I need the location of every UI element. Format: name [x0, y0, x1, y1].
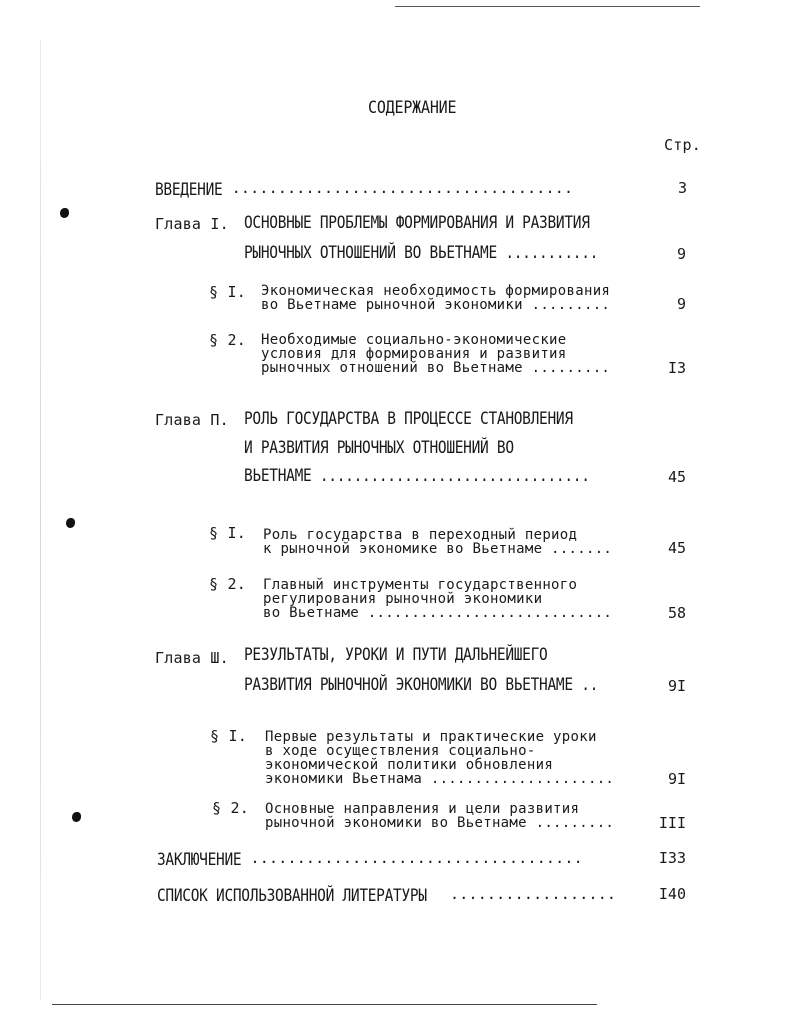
toc-page-number: I40	[658, 885, 686, 903]
section-title-line[interactable]: во Вьетнаме рыночной экономики .........	[261, 297, 611, 313]
section-mark: § 2.	[209, 575, 246, 593]
section-title-line[interactable]: Роль государства в переходный период	[263, 527, 578, 543]
chapter-3-title-line2[interactable]: РАЗВИТИЯ РЫНОЧНОЙ ЭКОНОМИКИ ВО ВЬЕТНАМЕ ..	[244, 676, 599, 695]
chapter-1-prefix: Глава I.	[155, 215, 229, 233]
toc-leader: ....................................	[250, 849, 583, 867]
toc-page-number: 9	[676, 295, 686, 313]
chapter-1-title-line1[interactable]: ОСНОВНЫЕ ПРОБЛЕМЫ ФОРМИРОВАНИЯ И РАЗВИТИЯ	[244, 214, 590, 233]
toc-references[interactable]	[157, 885, 617, 906]
section-title-line[interactable]: в ходе осуществления социально-	[265, 743, 536, 759]
chapter-2-title-line3[interactable]: ВЬЕТНАМЕ ................................	[244, 467, 590, 486]
section-title-line[interactable]: рыночной экономики во Вьетнаме .........	[265, 815, 615, 831]
chapter-2-title-line2[interactable]: И РАЗВИТИЯ РЫНОЧНЫХ ОТНОШЕНИЙ ВО	[244, 439, 514, 458]
section-title-line[interactable]: к рыночной экономике во Вьетнаме .......	[263, 541, 613, 557]
section-mark: § I.	[209, 524, 246, 542]
section-mark: § 2.	[209, 331, 246, 349]
toc-intro[interactable]	[155, 179, 574, 200]
section-title-line[interactable]: регулирования рыночной экономики	[263, 591, 543, 607]
toc-page-number: 9	[676, 245, 686, 263]
section-title-line[interactable]: Первые результаты и практические уроки	[265, 729, 597, 745]
toc-conclusion-label: ЗАКЛЮЧЕНИЕ	[157, 851, 242, 870]
section-title-line[interactable]: Экономическая необходимость формирования	[261, 283, 611, 299]
section-mark: § I.	[210, 727, 247, 745]
chapter-2-prefix: Глава П.	[155, 411, 229, 429]
chapter-3-title-line1[interactable]: РЕЗУЛЬТАТЫ, УРОКИ И ПУТИ ДАЛЬНЕЙШЕГО	[244, 646, 548, 665]
page-title: СОДЕРЖАНИЕ	[368, 96, 457, 118]
section-title-line[interactable]: условия для формирования и развития	[261, 346, 567, 362]
punch-hole-mark	[66, 518, 75, 528]
section-title-line[interactable]: Основные направления и цели развития	[265, 801, 580, 817]
toc-page-number: III	[658, 814, 686, 832]
toc-page-number: 3	[677, 179, 687, 197]
page-column-label: Стр.	[664, 136, 701, 154]
toc-intro-label: ВВЕДЕНИЕ	[155, 181, 223, 200]
toc-page-number: 9I	[667, 770, 686, 788]
section-title-line[interactable]: экономики Вьетнама .....................	[265, 771, 615, 787]
section-title-line[interactable]: Главный инструменты государственного	[263, 577, 578, 593]
scan-edge-left	[40, 40, 41, 1000]
toc-page-number: I33	[658, 849, 686, 867]
section-mark: § 2.	[212, 799, 249, 817]
toc-page-number: I3	[667, 359, 686, 377]
chapter-3-prefix: Глава Ш.	[155, 649, 229, 667]
toc-page-number: 45	[667, 468, 686, 486]
toc-page-number: 58	[667, 604, 686, 622]
scan-edge-bottom	[52, 1004, 597, 1005]
chapter-2-title-line1[interactable]: РОЛЬ ГОСУДАРСТВА В ПРОЦЕССЕ СТАНОВЛЕНИЯ	[244, 410, 573, 429]
section-mark: § I.	[209, 283, 246, 301]
scan-edge-top	[395, 6, 700, 7]
section-title-line[interactable]: Необходимые социально-экономические	[261, 332, 567, 348]
punch-hole-mark	[60, 208, 69, 218]
section-title-line[interactable]: рыночных отношений во Вьетнаме .........	[261, 360, 611, 376]
toc-page-number: 45	[667, 539, 686, 557]
toc-conclusion[interactable]	[157, 849, 583, 870]
section-title-line[interactable]: во Вьетнаме ............................	[263, 605, 613, 621]
punch-hole-mark	[72, 812, 81, 822]
toc-leader: ..................	[450, 885, 617, 903]
toc-leader: .....................................	[231, 179, 574, 197]
chapter-1-title-line2[interactable]: РЫНОЧНЫХ ОТНОШЕНИЙ ВО ВЬЕТНАМЕ ...........	[244, 244, 599, 263]
toc-references-label: СПИСОК ИСПОЛЬЗОВАННОЙ ЛИТЕРАТУРЫ	[157, 887, 427, 906]
section-title-line[interactable]: экономической политики обновления	[265, 757, 554, 773]
toc-page-number: 9I	[667, 677, 686, 695]
